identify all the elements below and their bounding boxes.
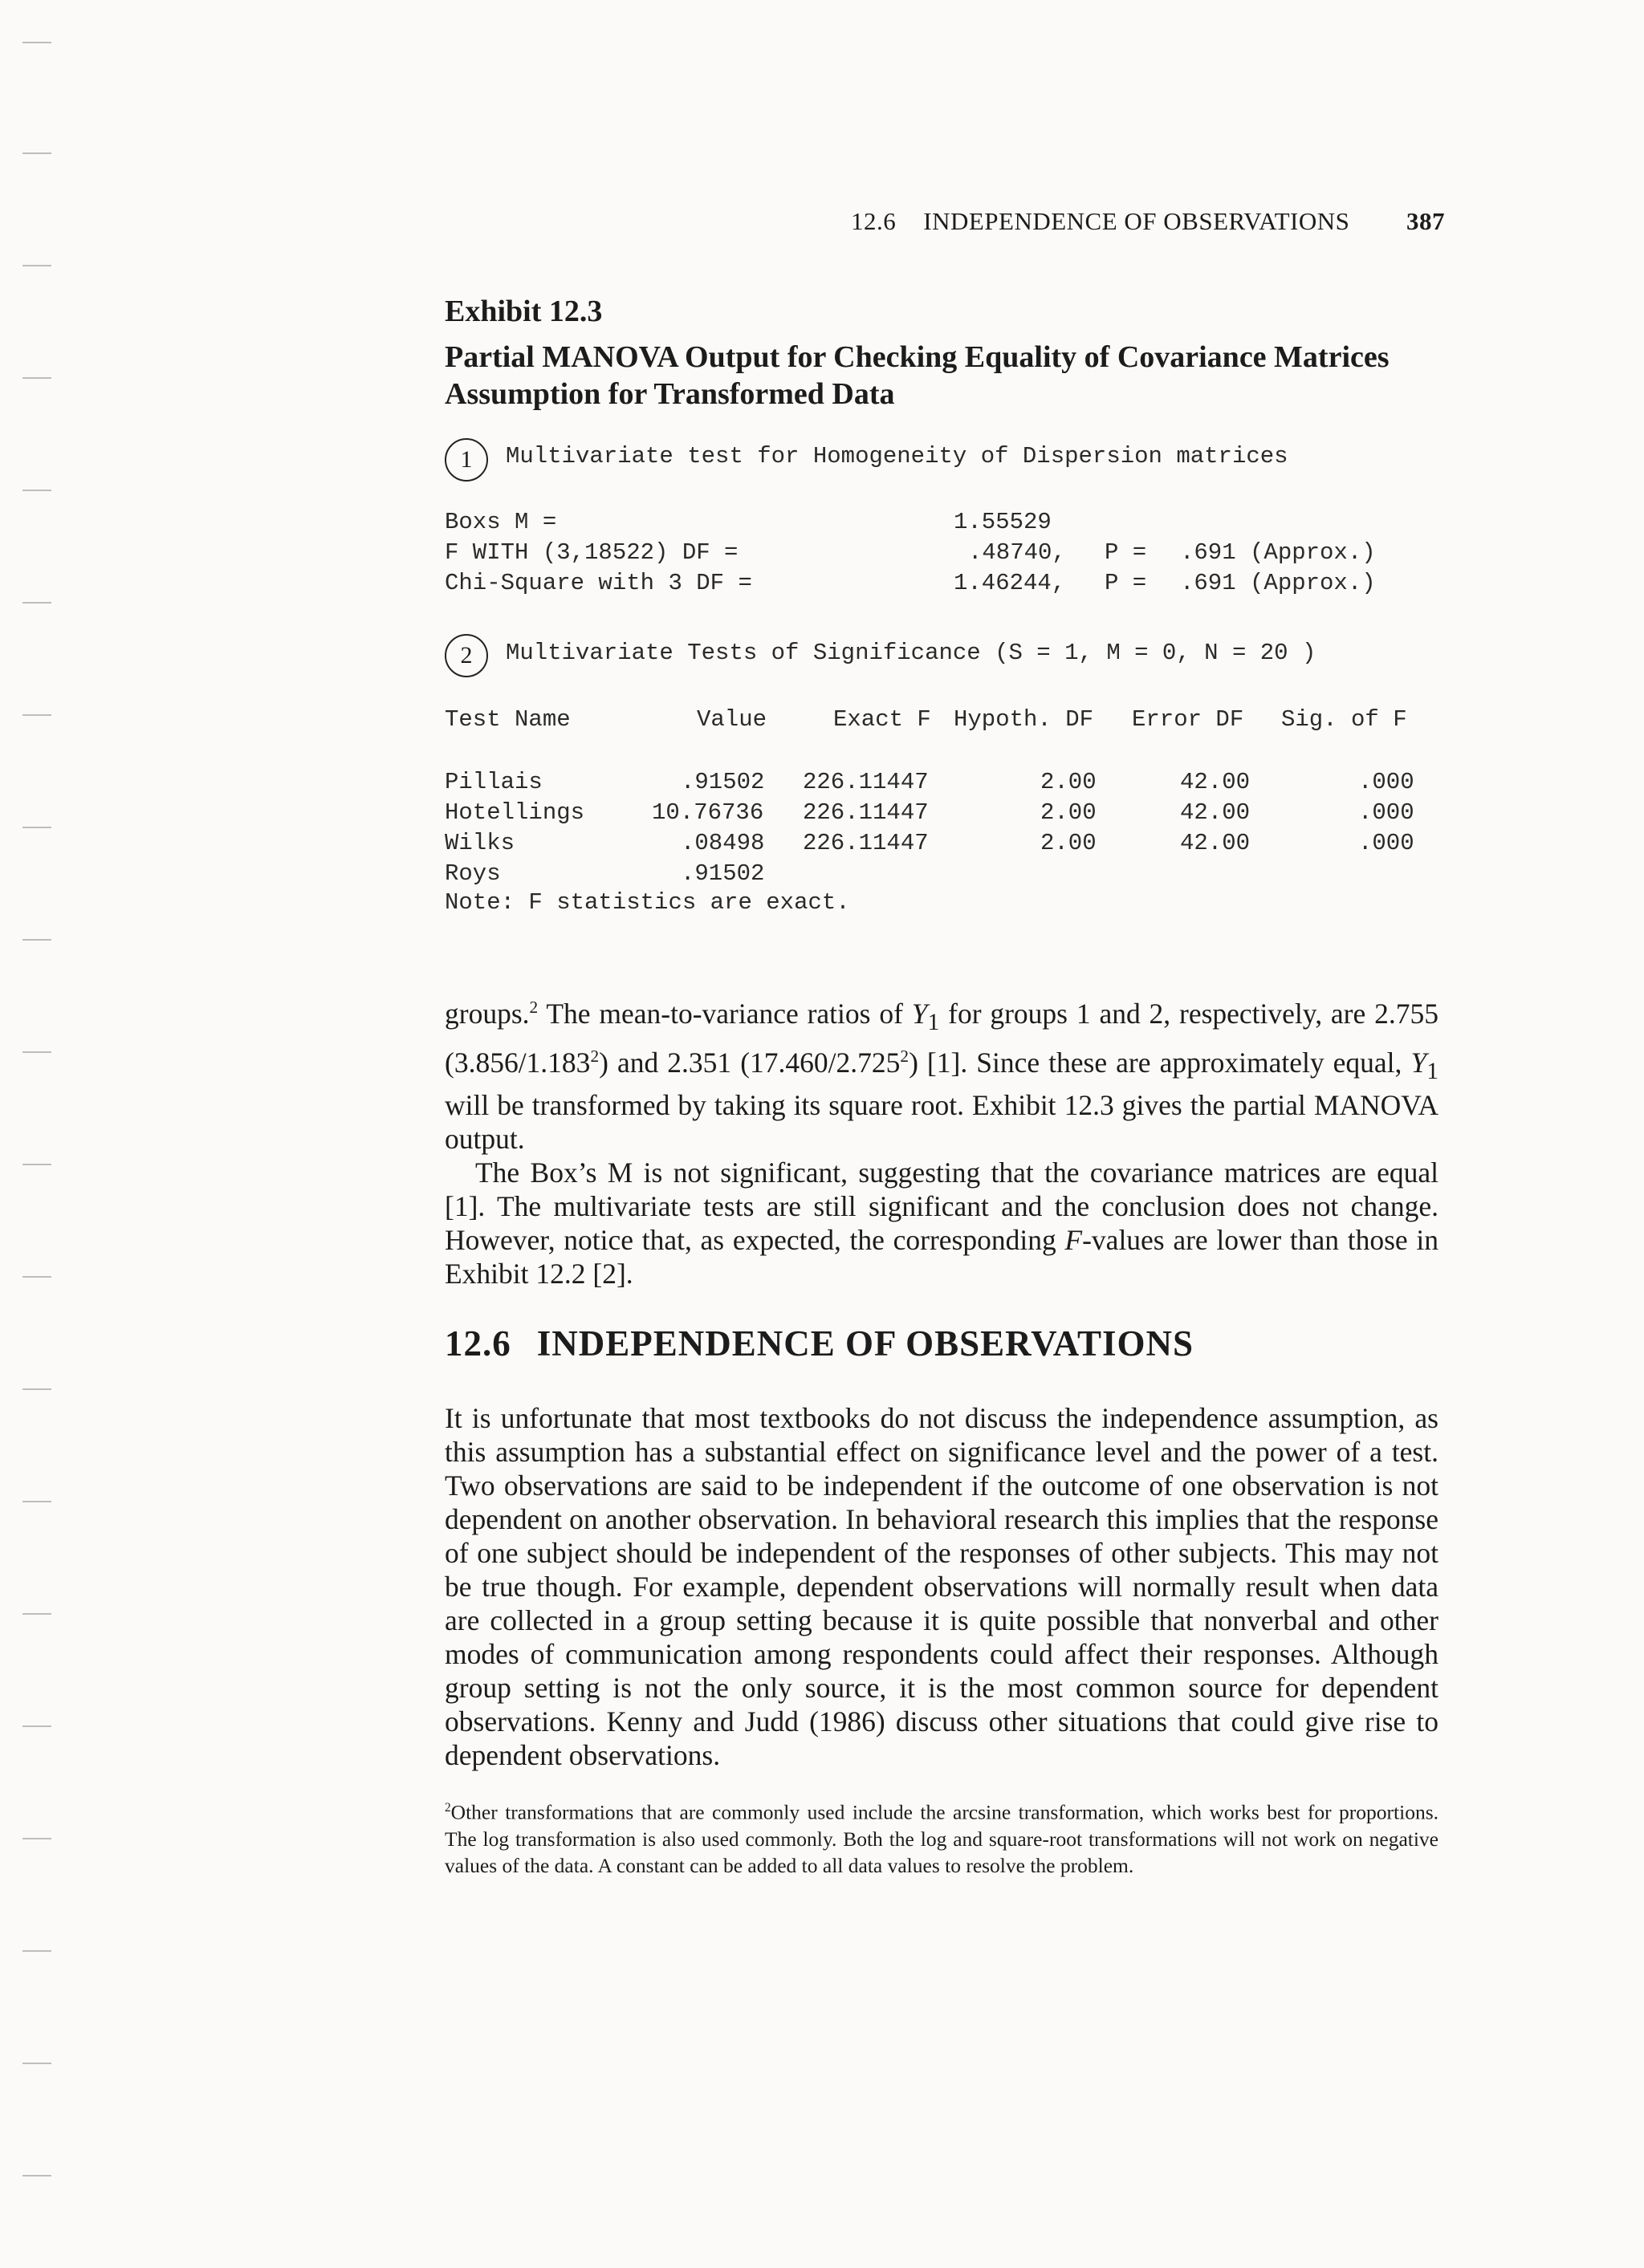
binding-mark [22,1725,51,1727]
block2-heading: Multivariate Tests of Significance (S = 1, M = 0, N = 20 ) [506,640,1316,666]
table-cell: 2.00 [1040,799,1097,826]
math-sub: 1 [1426,1058,1439,1084]
binding-mark [22,2063,51,2064]
binding-edge [0,0,56,2268]
binding-mark [22,1950,51,1952]
table-cell: 42.00 [1180,799,1251,826]
section-number: 12.6 [445,1323,511,1364]
col-value: Value [697,706,767,733]
binding-mark [22,1388,51,1390]
math-sub: 1 [927,1009,940,1035]
exhibit-title: Partial MANOVA Output for Checking Equality of Covariance Matrices Assumption for Transformed Data [445,340,1390,411]
binding-mark [22,1613,51,1615]
table-row-roys-name: Roys [445,860,501,887]
text: ) [1]. Since these are approximately equal, [909,1046,1411,1079]
table-cell: 42.00 [1180,830,1251,856]
col-exact-f: Exact F [833,706,931,733]
text: -values are lower than those in Exhibit 12.2 [2]. [445,1223,1438,1290]
section-title: INDEPENDENCE OF OBSERVATIONS [536,1323,1194,1364]
binding-mark [22,939,51,941]
footnote-ref: 2 [529,998,539,1017]
f-test-label: F WITH (3,18522) DF = [445,539,739,566]
text: groups. [445,997,530,1030]
math-var: Y [911,997,928,1030]
footnote-text: Other transformations that are commonly used include the arcsine transformation, which works best for proportions. The log transformation is also used commonly. Both the log and square-root transformations will not work on negative values of the data. A constant can be added to all data values to resolve the problem. [445,1800,1438,1877]
running-head [851,207,1445,236]
table-cell: 10.76736 [652,799,764,826]
binding-mark [22,827,51,828]
table-row-hotellings-name: Hotellings [445,799,585,826]
binding-mark [22,1838,51,1839]
binding-mark [22,714,51,716]
chi-square-label: Chi-Square with 3 DF = [445,570,752,596]
table-cell: .91502 [681,769,765,795]
text: will be transformed by taking its square root. Exhibit 12.3 gives the partial MANOVA output. [445,1088,1438,1155]
section-heading [445,1323,1194,1364]
text: The Box’s M is not significant, suggesting that the covariance matrices are equal [1]. The multivariate tests are still significant and the conclusion does not change. However, notice that, as expected, the corresponding [445,1156,1438,1256]
binding-mark [22,265,51,266]
block1-heading: Multivariate test for Homogeneity of Dispersion matrices [506,443,1288,469]
chi-square-p-label: P = [1105,570,1147,596]
text: The mean-to-variance ratios of [538,997,912,1030]
binding-mark [22,42,51,43]
section-body [445,1401,1438,1772]
f-test-p-value: .691 (Approx.) [1180,539,1376,566]
binding-mark [22,1164,51,1165]
paragraph-2 [445,1156,1438,1290]
table-cell: 226.11447 [803,799,929,826]
body-paragraphs [445,990,1438,1290]
footnote [445,1794,1438,1879]
math-var: F [1064,1223,1083,1256]
f-test-value: .48740, [968,539,1066,566]
chi-square-p-value: .691 (Approx.) [1180,570,1376,596]
table-cell: 42.00 [1180,769,1251,795]
binding-mark [22,2175,51,2177]
output-note: Note: F statistics are exact. [445,889,850,916]
table-cell: .000 [1358,799,1414,826]
text: ) and 2.351 (17.460/2.725 [599,1046,901,1079]
section-paragraph: It is unfortunate that most textbooks do not discuss the independence assumption, as this assumption has a substantial effect on significance level and the power of a test. Two observations are said to be independent if the outcome of one observation is not dependent on another observation. In behavioral research this implies that the response of one subject should be independent of the responses of other subjects. This may not be true though. For example, dependent observations will normally result when data are collected in a group setting because it is quite possible that nonverbal and other modes of communication among respondents could affect their responses. Although group setting is not the only source, it is the most common source for dependent observations. Kenny and Judd (1986) discuss other situations that could give rise to dependent observations. [445,1402,1438,1771]
table-cell: 226.11447 [803,830,929,856]
col-test-name: Test Name [445,706,571,733]
footnote-marker: 2 [445,1801,451,1815]
table-cell: 226.11447 [803,769,929,795]
math-var: Y [1410,1046,1427,1079]
table-cell: .000 [1358,830,1414,856]
binding-mark [22,1051,51,1053]
table-row-wilks-name: Wilks [445,830,515,856]
f-test-p-label: P = [1105,539,1147,566]
callout-marker-2: 2 [445,634,488,677]
col-error-df: Error DF [1132,706,1244,733]
binding-mark [22,1276,51,1278]
page-number: 387 [1406,207,1445,235]
paragraph-1 [445,990,1438,1156]
math-sup: 2 [900,1046,909,1066]
table-cell: 2.00 [1040,830,1097,856]
binding-mark [22,602,51,604]
exhibit-label: Exhibit 12.3 [445,295,603,328]
math-sup: 2 [590,1046,600,1066]
chi-square-value: 1.46244, [954,570,1066,596]
box-m-label: Boxs M = [445,509,557,535]
col-sig-of-f: Sig. of F [1281,706,1407,733]
binding-mark [22,1501,51,1502]
table-row-pillais-name: Pillais [445,769,543,795]
text: for groups 1 and 2, respectively, are 2.755 (3.856/1.183 [445,997,1438,1079]
callout-marker-1: 1 [445,438,488,482]
table-cell: .91502 [681,860,765,887]
binding-mark [22,490,51,491]
box-m-value: 1.55529 [954,509,1052,535]
table-cell: .08498 [681,830,765,856]
col-hypoth-df: Hypoth. DF [954,706,1094,733]
binding-mark [22,377,51,379]
running-head-section: 12.6 [851,207,897,235]
table-cell: .000 [1358,769,1414,795]
running-head-title: INDEPENDENCE OF OBSERVATIONS [923,207,1350,235]
table-cell: 2.00 [1040,769,1097,795]
binding-mark [22,152,51,154]
